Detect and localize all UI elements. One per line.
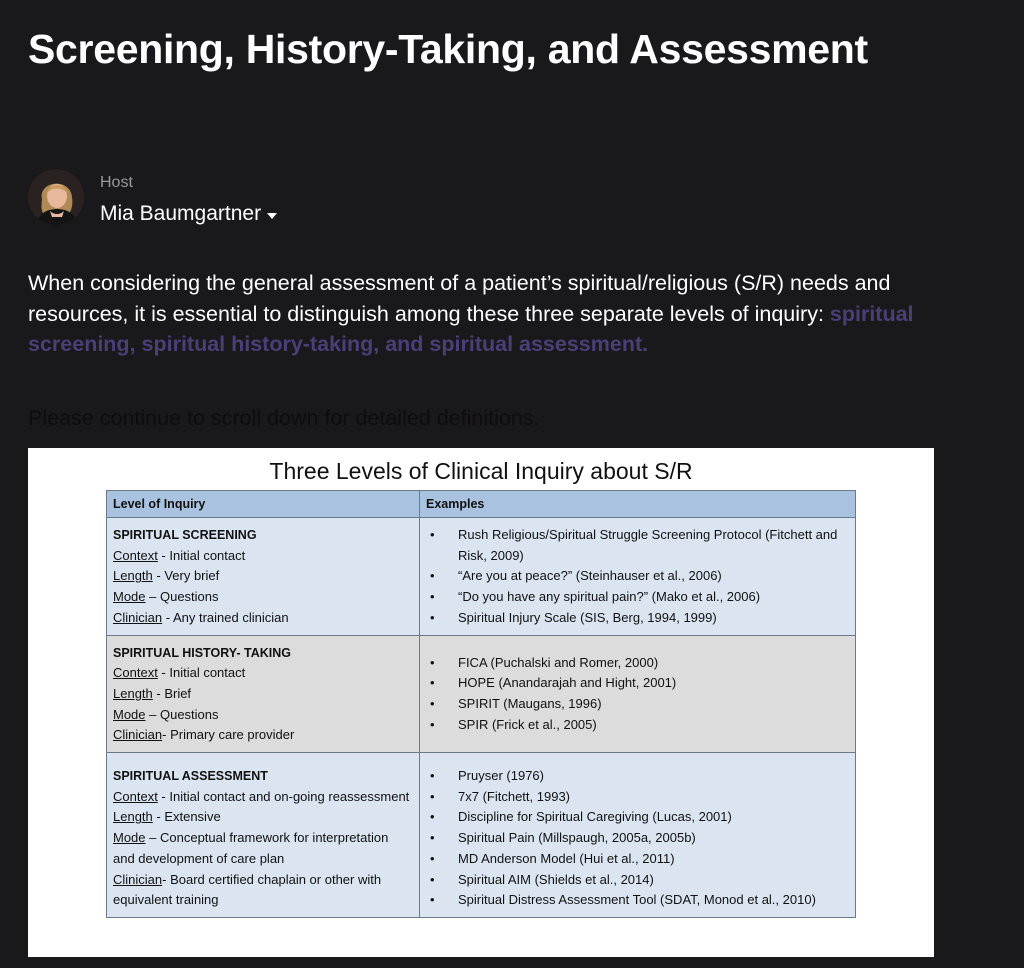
examples-list <box>426 766 849 911</box>
examples-list <box>426 653 849 736</box>
line-text: - Initial contact and on-going reassessment <box>157 788 410 804</box>
line-label: Length <box>113 568 153 584</box>
line-label: Length <box>113 809 153 825</box>
list-item: • “Are you at peace?” (Steinhauser et al., 2006) <box>452 566 849 587</box>
header-examples: Examples <box>420 491 856 518</box>
list-item: • Spiritual AIM (Shields et al., 2014) <box>452 870 849 891</box>
line-text: – Questions <box>145 706 219 722</box>
table-row <box>107 635 856 753</box>
host-name-menu[interactable] <box>100 202 277 226</box>
list-item: • Pruyser (1976) <box>452 766 849 787</box>
intro-paragraph <box>28 268 918 360</box>
line-label: Context <box>113 788 158 804</box>
level-line <box>113 870 413 911</box>
line-text: – Questions <box>145 589 219 605</box>
level-line <box>113 587 413 608</box>
level-line <box>113 787 413 808</box>
level-line <box>113 705 413 726</box>
table-row <box>107 518 856 636</box>
line-text: - Initial contact <box>157 547 246 563</box>
level-line <box>113 807 413 828</box>
line-label: Clinician <box>113 727 163 743</box>
line-label: Mode <box>113 830 146 846</box>
list-item: • FICA (Puchalski and Romer, 2000) <box>452 653 849 674</box>
figure-title: Three Levels of Clinical Inquiry about S/R <box>269 458 693 484</box>
intro-text: When considering the general assessment of a patient’s spiritual/religious (S/R) needs and resources, it is essential to distinguish among these three separate levels of inquiry: <box>28 271 891 326</box>
list-item: • MD Anderson Model (Hui et al., 2011) <box>452 849 849 870</box>
line-text: - Brief <box>152 685 192 701</box>
level-cell <box>107 518 420 636</box>
line-text: - Extensive <box>152 809 221 825</box>
table-row <box>107 753 856 918</box>
line-text: - Primary care provider <box>162 727 295 743</box>
level-heading: SPIRITUAL HISTORY- TAKING <box>113 645 292 660</box>
list-item: • “Do you have any spiritual pain?” (Mako et al., 2006) <box>452 587 849 608</box>
line-label: Mode <box>113 706 146 722</box>
list-item: • 7x7 (Fitchett, 1993) <box>452 787 849 808</box>
line-label: Mode <box>113 589 146 605</box>
intro-highlight: spiritual screening, spiritual history-taking, and spiritual assessment. <box>28 301 914 356</box>
level-line <box>113 684 413 705</box>
examples-list <box>426 525 849 629</box>
inquiry-table <box>106 490 856 918</box>
list-item: • Rush Religious/Spiritual Struggle Screening Protocol (Fitchett and Risk, 2009) <box>452 525 849 566</box>
table-header-row <box>107 491 856 518</box>
list-item: • Discipline for Spiritual Caregiving (Lucas, 2001) <box>452 807 849 828</box>
level-heading: SPIRITUAL SCREENING <box>113 528 257 542</box>
level-cell <box>107 635 420 753</box>
line-text: – Conceptual framework for interpretation and development of care plan <box>113 830 389 866</box>
level-line <box>113 566 413 587</box>
inquiry-figure <box>28 448 934 957</box>
level-line <box>113 663 413 684</box>
line-text: - Very brief <box>152 568 220 584</box>
level-line <box>113 546 413 567</box>
avatar <box>28 169 84 225</box>
host-role-label: Host <box>100 174 133 191</box>
host-section <box>28 169 428 229</box>
list-item: • SPIR (Frick et al., 2005) <box>452 715 849 736</box>
line-text: - Board certified chaplain or other with equivalent training <box>113 871 382 908</box>
line-label: Context <box>113 665 158 681</box>
line-label: Length <box>113 685 153 701</box>
scroll-note: Please continue to scroll down for detailed definitions. <box>28 406 540 430</box>
page-title: Screening, History-Taking, and Assessment <box>28 26 868 72</box>
level-heading: SPIRITUAL ASSESSMENT <box>113 769 268 784</box>
host-name: Mia Baumgartner <box>100 202 262 225</box>
line-label: Context <box>113 547 158 563</box>
level-cell <box>107 753 420 918</box>
examples-cell <box>420 518 856 636</box>
examples-cell <box>420 635 856 753</box>
list-item: • Spiritual Pain (Millspaugh, 2005a, 2005b) <box>452 828 849 849</box>
level-line <box>113 608 413 629</box>
line-text: - Any trained clinician <box>162 609 289 625</box>
list-item: • Spiritual Injury Scale (SIS, Berg, 1994, 1999) <box>452 608 849 629</box>
line-text: - Initial contact <box>157 665 246 681</box>
list-item: • Spiritual Distress Assessment Tool (SDAT, Monod et al., 2010) <box>452 890 849 911</box>
level-line <box>113 725 413 746</box>
list-item: • SPIRIT (Maugans, 1996) <box>452 694 849 715</box>
list-item: • HOPE (Anandarajah and Hight, 2001) <box>452 673 849 694</box>
level-line <box>113 828 413 869</box>
line-label: Clinician <box>113 871 163 887</box>
line-label: Clinician <box>113 609 163 625</box>
examples-cell <box>420 753 856 918</box>
chevron-down-icon <box>267 213 277 219</box>
header-level: Level of Inquiry <box>107 491 420 518</box>
